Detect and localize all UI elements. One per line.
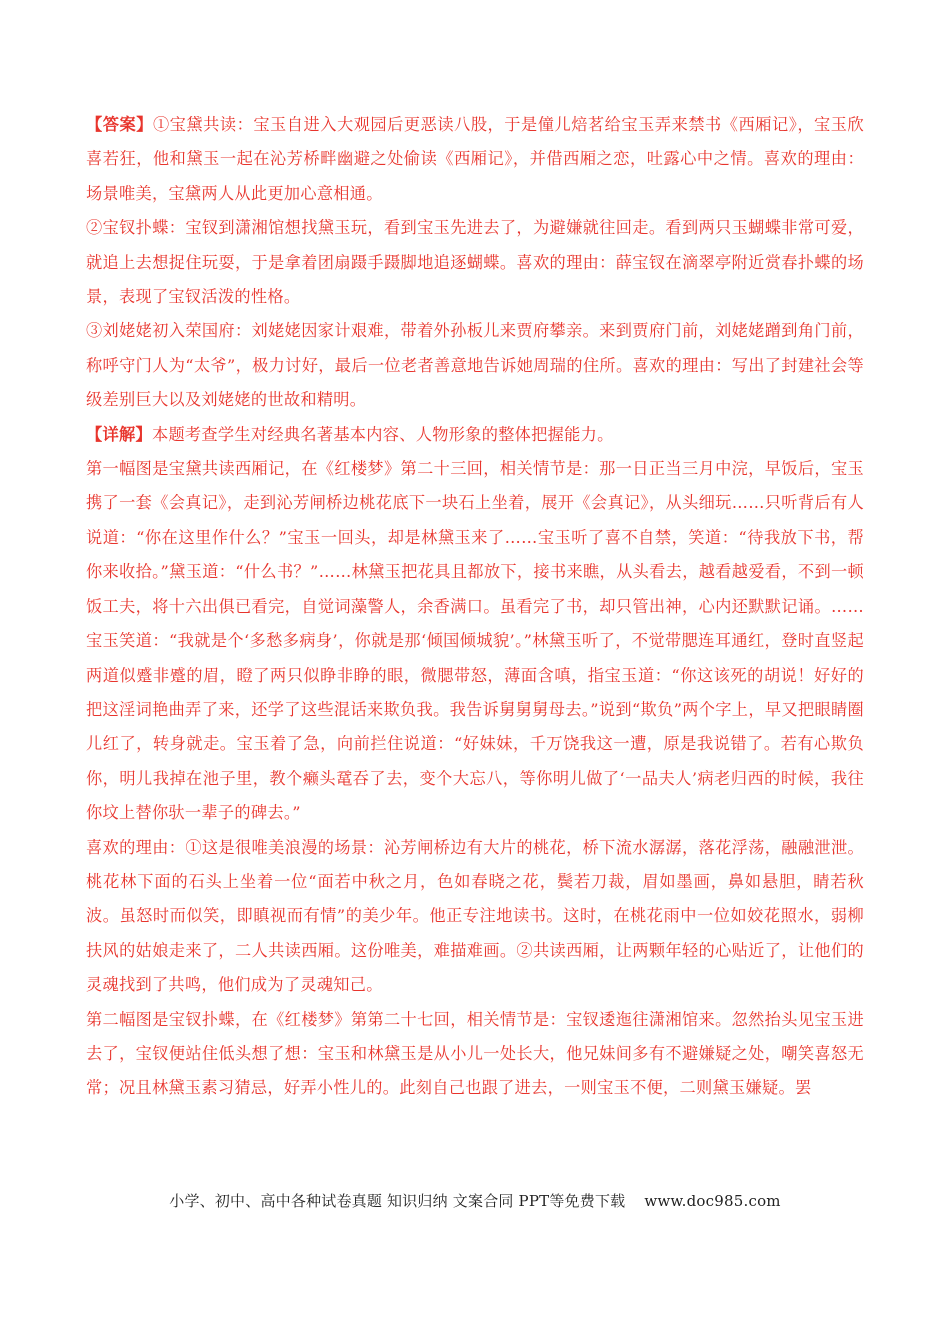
answer-text-1: ①宝黛共读：宝玉自进入大观园后更恶读八股，于是僮儿焙茗给宝玉弄来禁书《西厢记》，宝玉欣喜若狂，他和黛玉一起在沁芳桥畔幽避之处偷读《西厢记》，并借西厢之恋，吐露心中之情。喜欢的理由：场景唯美，宝黛两人从此更加心意相通。 [86, 115, 865, 203]
answer-paragraph-3: ③刘姥姥初入荣国府：刘姥姥因家计艰难，带着外孙板儿来贾府攀亲。来到贾府门前，刘姥姥蹭到角门前，称呼守门人为“太爷”，极力讨好，最后一位老者善意地告诉她周瑞的住所。喜欢的理由：写出了封建社会等级差别巨大以及刘姥姥的世故和精明。 [86, 321, 864, 410]
footer-text: 小学、初中、高中各种试卷真题 知识归纳 文案合同 PPT等免费下载 [169, 1192, 626, 1210]
page-footer [0, 1190, 950, 1211]
answer-tag: 【答案】 [86, 115, 153, 134]
detail-paragraph-1: 第一幅图是宝黛共读西厢记，在《红楼梦》第二十三回，相关情节是：那一日正当三月中浣，早饭后，宝玉携了一套《会真记》，走到沁芳闸桥边桃花底下一块石上坐着，展开《会真记》，从头细玩……只听背后有人说道：“你在这里作什么？”宝玉一回头，却是林黛玉来了……宝玉听了喜不自禁，笑道：“待我放下书，帮你来收拾。”黛玉道：“什么书？”……林黛玉把花具且都放下，接书来瞧，从头看去，越看越爱看，不到一顿饭工夫，将十六出俱已看完，自觉词藻警人，余香满口。虽看完了书，却只管出神，心内还默默记诵。……宝玉笑道：“我就是个‘多愁多病身’，你就是那‘倾国倾城貌’。”林黛玉听了，不觉带腮连耳通红，登时直竖起两道似蹙非蹙的眉，瞪了两只似睁非睁的眼，微腮带怒，薄面含嗔，指宝玉道：“你这该死的胡说！好好的把这淫词艳曲弄了来，还学了这些混话来欺负我。我告诉舅舅舅母去。”说到“欺负”两个字上，早又把眼睛圈儿红了，转身就走。宝玉着了急，向前拦住说道：“好妹妹，千万饶我这一遭，原是我说错了。若有心欺负你，明儿我掉在池子里，教个癞头鼋吞了去，变个大忘八，等你明儿做了‘一品夫人’病老归西的时候，我往你坟上替你驮一辈子的碑去。” [86, 459, 864, 823]
detail-paragraph-3: 第二幅图是宝钗扑蝶，在《红楼梦》第第二十七回，相关情节是：宝钗逶迤往潇湘馆来。忽然抬头见宝玉进去了，宝钗便站住低头想了想：宝玉和林黛玉是从小儿一处长大，他兄妹间多有不避嫌疑之处，嘲笑喜怒无常；况且林黛玉素习猜忌，好弄小性儿的。此刻自己也跟了进去，一则宝玉不便，二则黛玉嫌疑。罢 [86, 1009, 864, 1098]
answer-paragraph-2: ②宝钗扑蝶：宝钗到潇湘馆想找黛玉玩，看到宝玉先进去了，为避嫌就往回走。看到两只玉蝴蝶非常可爱，就追上去想捉住玩耍，于是拿着团扇蹑手蹑脚地追逐蝴蝶。喜欢的理由：薛宝钗在滴翠亭附近赏春扑蝶的场景，表现了宝钗活泼的性格。 [86, 218, 864, 307]
detail-intro-text: 本题考查学生对经典名著基本内容、人物形象的整体把握能力。 [151, 424, 614, 444]
answer-paragraph-1 [86, 108, 864, 211]
document-body [86, 108, 864, 1106]
detail-intro-paragraph [86, 418, 864, 452]
detail-tag: 【详解】 [86, 424, 152, 444]
detail-paragraph-2: 喜欢的理由：①这是很唯美浪漫的场景：沁芳闸桥边有大片的桃花，桥下流水潺潺，落花浮荡，融融泄泄。桃花林下面的石头上坐着一位“面若中秋之月，色如春晓之花，鬓若刀裁，眉如墨画，鼻如悬胆，睛若秋波。虽怒时而似笑，即瞋视而有情”的美少年。他正专注地读书。这时，在桃花雨中一位如姣花照水，弱柳扶风的姑娘走来了，二人共读西厢。这份唯美，难描难画。②共读西厢，让两颗年轻的心贴近了，让他们的灵魂找到了共鸣，他们成为了灵魂知己。 [86, 837, 864, 995]
footer-url[interactable]: www.doc985.com [644, 1192, 781, 1210]
